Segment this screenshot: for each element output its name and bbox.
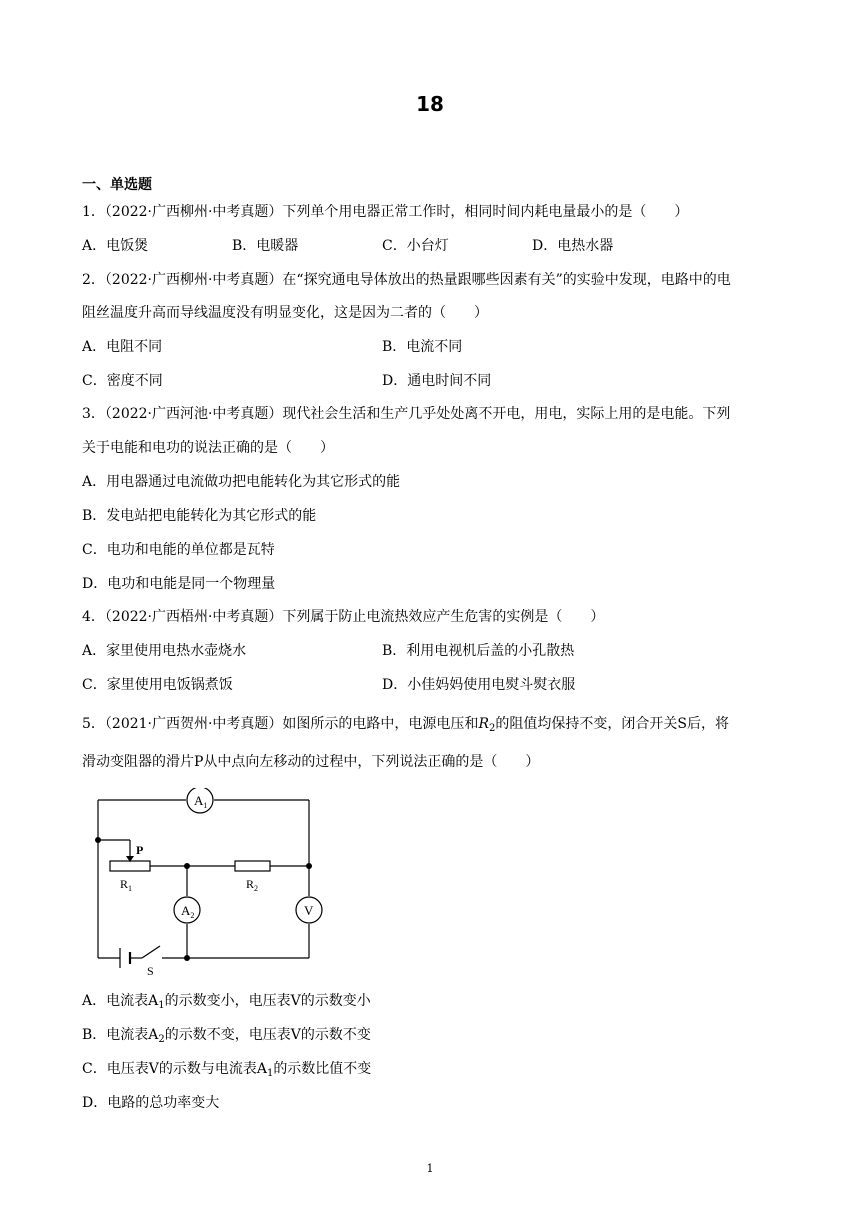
q1-option-a: A．电饭煲 — [82, 238, 149, 254]
q2-option-b: B．电流不同 — [382, 339, 463, 355]
r1-label: $R_1$ — [120, 877, 133, 893]
question-3-stem-line1: 3．（2022·广西河池·中考真题）现代社会生活和生产几乎处处离不开电，用电，实际上用的是电能。下列 — [82, 406, 731, 422]
q1-option-c: C．小台灯 — [382, 238, 449, 254]
question-5-stem-line2: 滑动变阻器的滑片P从中点向左移动的过程中，下列说法正确的是（ ） — [82, 754, 540, 770]
question-1-stem: 1．（2022·广西柳州·中考真题）下列单个用电器正常工作时，相同时间内耗电量最小的是（ ） — [82, 204, 689, 220]
q3-option-d: D．电功和电能是同一个物理量 — [82, 576, 276, 592]
q5-option-c: C．电压表V的示数与电流表$A_1$的示数比值不变 — [82, 1061, 372, 1079]
q4-option-a: A．家里使用电热水壶烧水 — [82, 643, 247, 659]
s-label: S — [147, 964, 154, 978]
a2-label: $A_2$ — [181, 903, 195, 920]
q5-option-d: D．电路的总功率变大 — [82, 1095, 220, 1111]
page-title: 18 — [416, 92, 444, 116]
r2-label: $R_2$ — [246, 877, 259, 893]
a1-label: $A_1$ — [194, 793, 208, 810]
question-4-stem: 4．（2022·广西梧州·中考真题）下列属于防止电流热效应产生危害的实例是（ ） — [82, 609, 605, 625]
q1-option-d: D．电热水器 — [532, 238, 614, 254]
q1-option-b: B．电暖器 — [232, 238, 299, 254]
q4-option-d: D．小佳妈妈使用电熨斗熨衣服 — [382, 677, 576, 693]
section-heading: 一、单选题 — [82, 177, 152, 193]
p-label: P — [136, 843, 144, 857]
question-3-stem-line2: 关于电能和电功的说法正确的是（ ） — [82, 440, 334, 456]
question-2-stem-line2: 阻丝温度升高而导线温度没有明显变化，这是因为二者的（ ） — [82, 305, 488, 321]
circuit-diagram — [90, 788, 330, 978]
q4-option-c: C．家里使用电饭锅煮饭 — [82, 677, 233, 693]
question-5-stem-line1: 5．（2021·广西贺州·中考真题）如图所示的电路中，电源电压和$R_2$的阻值均保持不变，闭合开关S后，将 — [82, 716, 729, 734]
q5-option-b: B．电流表$A_2$的示数不变，电压表V的示数不变 — [82, 1027, 371, 1045]
q3-option-a: A．用电器通过电流做功把电能转化为其它形式的能 — [82, 474, 401, 490]
q3-option-c: C．电功和电能的单位都是瓦特 — [82, 542, 275, 558]
v-label: V — [304, 903, 314, 918]
q5-option-a: A．电流表$A_1$的示数变小，电压表V的示数变小 — [82, 993, 371, 1011]
page-number: 1 — [426, 1162, 434, 1175]
question-2-stem-line1: 2．（2022·广西柳州·中考真题）在“探究通电导体放出的热量跟哪些因素有关”的实验中发现，电路中的电 — [82, 272, 731, 288]
q2-option-a: A．电阻不同 — [82, 339, 163, 355]
q3-option-b: B．发电站把电能转化为其它形式的能 — [82, 508, 317, 524]
q2-option-d: D．通电时间不同 — [382, 373, 492, 389]
q4-option-b: B．利用电视机后盖的小孔散热 — [382, 643, 575, 659]
q2-option-c: C．密度不同 — [82, 373, 163, 389]
